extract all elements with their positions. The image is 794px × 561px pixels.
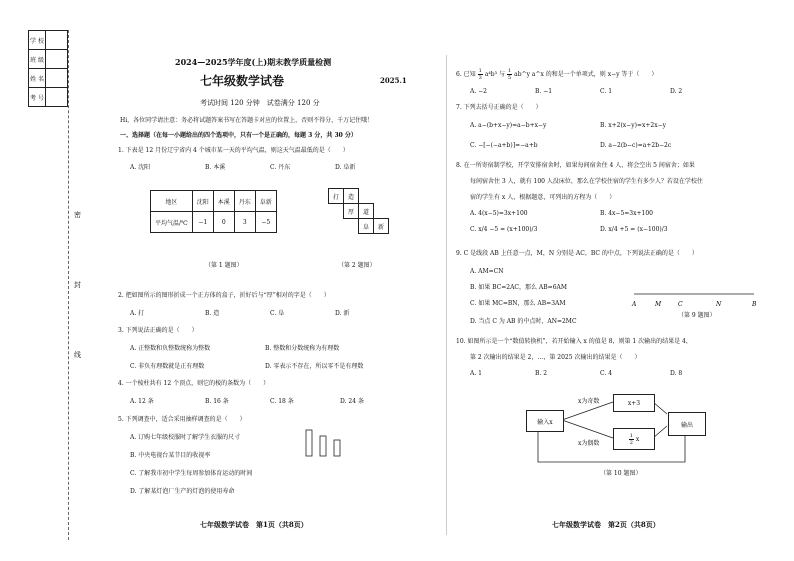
q1-option-d[interactable]: D. 阜新	[335, 164, 356, 171]
q3-stem: 3. 下列说法正确的是（ ）	[118, 327, 198, 334]
q5-option-d[interactable]: D. 了解某灯泡厂生产的灯泡的使用寿命	[130, 488, 235, 495]
q7-option-d[interactable]: D. a−2(b−c)=a+2b−2c	[600, 142, 672, 149]
table-cell: 阜新	[255, 191, 276, 212]
q10-stem-line1: 10. 如图所示是一个“数值转换机”，若开始输入 x 的值是 8，则第 1 次输出的结果是 4，	[456, 338, 692, 345]
table-cell: 0	[213, 212, 234, 233]
q7-stem: 7. 下列去括号正确的是（ ）	[456, 104, 542, 111]
cube-cell: 打	[329, 189, 344, 204]
q10-caption: （第 10 题图）	[600, 470, 642, 477]
field-school-label: 学 校	[29, 31, 46, 50]
q8-stem-line2: 每间宿舍住 3 人，就有 100 人没床位，那么在学校住宿的学生有多少人？若设在学校住	[470, 178, 703, 185]
q5-stem: 5. 下列调查中，适合采用抽样调查的是（ ）	[118, 416, 246, 423]
q6-stem-end: ab^y a^x 的和是一个单项式，则 x−y 等于（ ）	[514, 70, 658, 78]
q7-option-b[interactable]: B. x+2(x−y)=x+2x−y	[600, 122, 666, 129]
q6-term-a: a⁴b³ 与	[484, 70, 505, 78]
binding-char-xian: 线	[74, 351, 81, 359]
binding-char-feng: 封	[74, 281, 81, 289]
q5-bar-illustration	[300, 418, 346, 458]
cube-cell: 道	[359, 204, 374, 219]
table-cell: 本溪	[213, 191, 234, 212]
field-class-label: 班 级	[29, 50, 46, 69]
point-c-label: C	[678, 301, 683, 308]
q6-stem-start: 6. 已知	[456, 70, 476, 78]
exam-date: 2025.1	[380, 76, 407, 85]
q1-stem: 1. 下表是 12 月份辽宁省内 4 个城市某一天的平均气温，则这天气温最低的是（ ）	[118, 147, 349, 154]
page-divider	[446, 55, 447, 535]
q2-caption: （第 2 题图）	[338, 262, 376, 269]
flow-odd-label: x为奇数	[578, 398, 600, 405]
flow-even-op-box	[613, 428, 655, 450]
bar-glyph	[306, 430, 312, 456]
point-n-label: N	[716, 301, 722, 308]
field-name-label: 姓 名	[29, 69, 46, 88]
table-cell: 丹东	[234, 191, 255, 212]
point-a-label: A	[632, 301, 637, 308]
q10-option-b[interactable]: B. 2	[535, 370, 548, 377]
cube-cell: 造	[344, 189, 359, 204]
table-header-row	[151, 191, 277, 212]
q7-option-a[interactable]: A. a−(b+x−y)=a−b+x−y	[470, 122, 547, 129]
q2-option-b[interactable]: B. 造	[205, 310, 220, 317]
cube-cell: 新	[374, 219, 389, 234]
q6-option-d[interactable]: D. 2	[670, 88, 683, 95]
q9-stem: 9. C 是线段 AB 上任意一点，M，N 分别是 AC，BC 的中点，下列说法正确的是（ ）	[456, 250, 698, 257]
q3-option-c[interactable]: C. 非负有理数就是正有理数	[130, 363, 205, 370]
point-m-label: M	[655, 301, 662, 308]
q5-option-c[interactable]: C. 了解我市初中学生每周参加体育运动的时间	[130, 470, 253, 477]
q10-option-d[interactable]: D. 8	[670, 370, 683, 377]
q4-option-b[interactable]: B. 16 条	[205, 398, 229, 405]
table-cell: −1	[192, 212, 213, 233]
q6-option-c[interactable]: C. 1	[600, 88, 613, 95]
q9-segment-diagram	[630, 286, 760, 310]
q7-option-c[interactable]: C. −[−(−a+b)]=−a+b	[470, 142, 538, 149]
q1-temperature-table	[150, 190, 277, 233]
q6-option-a[interactable]: A. −2	[470, 88, 487, 95]
flow-output-box: 输出	[668, 412, 706, 436]
table-cell: 沈阳	[192, 191, 213, 212]
loop-back-arrow	[538, 431, 685, 462]
footer-right: 七年级数学试卷 第2页（共8页）	[552, 520, 660, 529]
footer-left: 七年级数学试卷 第1页（共8页）	[200, 520, 308, 529]
student-info-table	[28, 30, 68, 107]
notice: Hi，各位同学请注意：务必将试题答案书写在答题卡对应的位置上，否则不得分，千万记住哦！	[120, 117, 374, 124]
q10-stem-line2: 第 2 次输出的结果是 2，…，第 2025 次输出的结果是（ ）	[470, 354, 641, 361]
field-id-input[interactable]	[46, 88, 68, 107]
q2-option-d[interactable]: D. 新	[335, 310, 350, 317]
q8-option-c[interactable]: C. x/4 −5 = (x+100)/3	[470, 226, 538, 233]
q9-option-b[interactable]: B. 如果 BC=2AC，那么 AB=6AM	[470, 284, 567, 291]
q1-caption: （第 1 题图）	[205, 262, 243, 269]
field-class-input[interactable]	[46, 50, 68, 69]
q8-option-b[interactable]: B. 4x−5=3x+100	[600, 210, 653, 217]
table-row	[151, 212, 277, 233]
q9-option-c[interactable]: C. 如果 MC=BN，那么 AB=3AM	[470, 300, 566, 307]
table-cell: 平均气温/℃	[151, 212, 193, 233]
q2-option-c[interactable]: C. 阜	[270, 310, 285, 317]
cube-cell: 阜	[359, 219, 374, 234]
q8-stem-line3: 宿的学生有 x 人，根据题意，可列出的方程为（ ）	[470, 194, 616, 201]
flow-odd-op-box: x+3	[613, 394, 655, 412]
q10-option-a[interactable]: A. 1	[470, 370, 482, 377]
binding-char-mi: 密	[74, 211, 81, 219]
q3-option-b[interactable]: B. 整数和分数统称为有理数	[265, 345, 340, 352]
q1-option-b[interactable]: B. 本溪	[205, 164, 226, 171]
q10-option-c[interactable]: C. 4	[600, 370, 613, 377]
q9-option-d[interactable]: D. 当点 C 为 AB 的中点时，AN=2MC	[470, 318, 577, 325]
q1-option-a[interactable]: A. 沈阳	[130, 164, 151, 171]
q6-fraction-b: $\frac{1}{5}$	[507, 68, 512, 81]
q6-option-b[interactable]: B. −1	[535, 88, 553, 95]
point-b-label: B	[752, 301, 757, 308]
q9-caption: （第 9 题图）	[678, 312, 716, 319]
table-cell: 地区	[151, 191, 193, 212]
bar-glyph	[320, 436, 326, 456]
q5-option-b[interactable]: B. 中央电视台某节目的收视率	[130, 452, 211, 459]
q3-option-d[interactable]: D. 零表示不存在，所以零不是有理数	[265, 363, 364, 370]
q8-option-a[interactable]: A. 4(x−5)=3x+100	[470, 210, 528, 217]
flow-input-box: 输入x	[526, 410, 564, 432]
bar-glyph	[334, 440, 340, 456]
binding-line	[68, 30, 69, 540]
q4-option-c[interactable]: C. 18 条	[270, 398, 294, 405]
connector-merge-bottom	[653, 426, 667, 438]
q3-option-a[interactable]: A. 正整数和负整数统称为整数	[130, 345, 211, 352]
q2-cube-net	[328, 188, 389, 234]
time-info: 考试时间 120 分钟 试卷满分 120 分	[200, 99, 320, 107]
exam-title: 2024—2025学年度(上)期末教学质量检测	[175, 57, 332, 67]
q6-fraction-a: $\frac{1}{3}$	[478, 68, 482, 81]
subject-title: 七年级数学试卷	[200, 74, 285, 88]
field-id-label: 考 号	[29, 88, 46, 107]
flow-even-var: x	[635, 435, 640, 443]
q4-stem: 4. 一个棱柱共有 12 个顶点，则它的棱的条数为（ ）	[118, 380, 270, 387]
table-cell: 3	[234, 212, 255, 233]
q1-option-c[interactable]: C. 丹东	[270, 164, 291, 171]
flow-even-fraction: $\frac{1}{2}$	[629, 432, 633, 446]
q5-option-a[interactable]: A. 订购七年级校服时了解学生衣服的尺寸	[130, 434, 241, 441]
q2-stem: 2. 把如图所示的图形折成一个正方体的盒子，折好后与“厚”相对的字是（ ）	[118, 292, 330, 299]
connector-even	[562, 420, 613, 438]
q6-stem	[456, 68, 657, 81]
field-school-input[interactable]	[46, 31, 68, 50]
flow-even-label: x为偶数	[578, 440, 600, 447]
q4-option-a[interactable]: A. 12 条	[130, 398, 154, 405]
q2-option-a[interactable]: A. 打	[130, 310, 145, 317]
q9-option-a[interactable]: A. AM=CN	[470, 268, 504, 275]
q8-option-d[interactable]: D. x/4 +5 = (x−100)/3	[600, 226, 668, 233]
q4-option-d[interactable]: D. 24 条	[340, 398, 364, 405]
connector-merge-top	[653, 402, 667, 414]
q8-stem-line1: 8. 在一所寄宿制学校，开学安排宿舍时，如果每间宿舍住 4 人，将会空出 5 间宿舍；如果	[456, 162, 695, 169]
cube-cell: 厚	[344, 204, 359, 219]
section1-heading: 一、选择题（在每一小题给出的四个选项中，只有一个是正确的，每题 3 分，共 30 分）	[120, 132, 357, 139]
field-name-input[interactable]	[46, 69, 68, 88]
table-cell: −5	[255, 212, 276, 233]
